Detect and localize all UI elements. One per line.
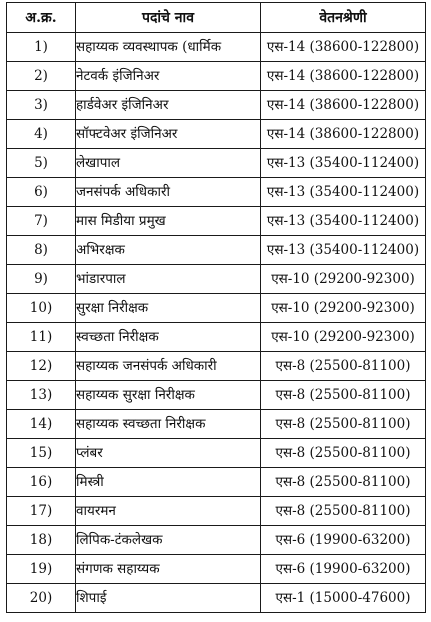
table-row [7, 439, 426, 468]
table-row [7, 62, 426, 91]
table-header [7, 3, 426, 33]
post-name-cell: जनसंपर्क अधिकारी [76, 178, 261, 207]
serial-number-cell: 20) [7, 584, 76, 613]
pay-scale-cell: एस-14 (38600-122800) [261, 120, 426, 149]
header-row [7, 3, 426, 33]
post-name-cell: वायरमन [76, 497, 261, 526]
table-row [7, 91, 426, 120]
post-name-cell: भांडारपाल [76, 265, 261, 294]
table-row [7, 236, 426, 265]
post-name-cell: मास मिडीया प्रमुख [76, 207, 261, 236]
post-name-cell: संगणक सहाय्यक [76, 555, 261, 584]
serial-number-cell: 4) [7, 120, 76, 149]
pay-scale-cell: एस-10 (29200-92300) [261, 265, 426, 294]
table-row [7, 294, 426, 323]
serial-number-cell: 15) [7, 439, 76, 468]
post-name-cell: लेखापाल [76, 149, 261, 178]
serial-number-cell: 17) [7, 497, 76, 526]
post-name-cell: सहाय्यक जनसंपर्क अधिकारी [76, 352, 261, 381]
pay-scale-cell: एस-8 (25500-81100) [261, 410, 426, 439]
post-name-cell: सहाय्यक सुरक्षा निरीक्षक [76, 381, 261, 410]
pay-scale-cell: एस-6 (19900-63200) [261, 526, 426, 555]
pay-scale-cell: एस-10 (29200-92300) [261, 294, 426, 323]
post-name-cell: लिपिक-टंकलेखक [76, 526, 261, 555]
serial-number-cell: 6) [7, 178, 76, 207]
serial-number-cell: 7) [7, 207, 76, 236]
serial-number-cell: 19) [7, 555, 76, 584]
header-pay-scale: वेतनश्रेणी [261, 3, 426, 33]
header-serial-number: अ.क्र. [7, 3, 76, 33]
post-name-cell: स्वच्छता निरीक्षक [76, 323, 261, 352]
table-row [7, 526, 426, 555]
serial-number-cell: 12) [7, 352, 76, 381]
pay-scale-cell: एस-8 (25500-81100) [261, 352, 426, 381]
table-row [7, 120, 426, 149]
header-post-name: पदांचे नाव [76, 3, 261, 33]
post-name-cell: मिस्त्री [76, 468, 261, 497]
serial-number-cell: 11) [7, 323, 76, 352]
post-name-cell: शिपाई [76, 584, 261, 613]
serial-number-cell: 3) [7, 91, 76, 120]
pay-scale-cell: एस-14 (38600-122800) [261, 62, 426, 91]
table-row [7, 555, 426, 584]
pay-scale-cell: एस-13 (35400-112400) [261, 178, 426, 207]
table-row [7, 381, 426, 410]
pay-scale-cell: एस-13 (35400-112400) [261, 236, 426, 265]
serial-number-cell: 14) [7, 410, 76, 439]
table-row [7, 497, 426, 526]
table-row [7, 410, 426, 439]
table-row [7, 178, 426, 207]
serial-number-cell: 10) [7, 294, 76, 323]
table-row [7, 207, 426, 236]
pay-scale-cell: एस-10 (29200-92300) [261, 323, 426, 352]
serial-number-cell: 1) [7, 33, 76, 62]
posts-pay-scale-table [6, 2, 426, 613]
pay-scale-cell: एस-8 (25500-81100) [261, 468, 426, 497]
pay-scale-cell: एस-6 (19900-63200) [261, 555, 426, 584]
post-name-cell: सहाय्यक व्यवस्थापक (धार्मिक [76, 33, 261, 62]
table-row [7, 33, 426, 62]
post-name-cell: सहाय्यक स्वच्छता निरीक्षक [76, 410, 261, 439]
table-row [7, 265, 426, 294]
pay-scale-cell: एस-14 (38600-122800) [261, 91, 426, 120]
post-name-cell: सुरक्षा निरीक्षक [76, 294, 261, 323]
serial-number-cell: 13) [7, 381, 76, 410]
post-name-cell: हार्डवेअर इंजिनिअर [76, 91, 261, 120]
table-row [7, 584, 426, 613]
serial-number-cell: 18) [7, 526, 76, 555]
serial-number-cell: 2) [7, 62, 76, 91]
pay-scale-cell: एस-8 (25500-81100) [261, 439, 426, 468]
post-name-cell: सॉफ्टवेअर इंजिनिअर [76, 120, 261, 149]
pay-scale-cell: एस-8 (25500-81100) [261, 381, 426, 410]
pay-scale-cell: एस-1 (15000-47600) [261, 584, 426, 613]
pay-scale-cell: एस-13 (35400-112400) [261, 149, 426, 178]
pay-scale-cell: एस-8 (25500-81100) [261, 497, 426, 526]
pay-scale-cell: एस-14 (38600-122800) [261, 33, 426, 62]
pay-scale-cell: एस-13 (35400-112400) [261, 207, 426, 236]
table-body [7, 33, 426, 613]
post-name-cell: प्लंबर [76, 439, 261, 468]
table-row [7, 149, 426, 178]
table-row [7, 323, 426, 352]
table-row [7, 468, 426, 497]
post-name-cell: नेटवर्क इंजिनिअर [76, 62, 261, 91]
table-row [7, 352, 426, 381]
post-name-cell: अभिरक्षक [76, 236, 261, 265]
serial-number-cell: 8) [7, 236, 76, 265]
serial-number-cell: 5) [7, 149, 76, 178]
serial-number-cell: 16) [7, 468, 76, 497]
serial-number-cell: 9) [7, 265, 76, 294]
